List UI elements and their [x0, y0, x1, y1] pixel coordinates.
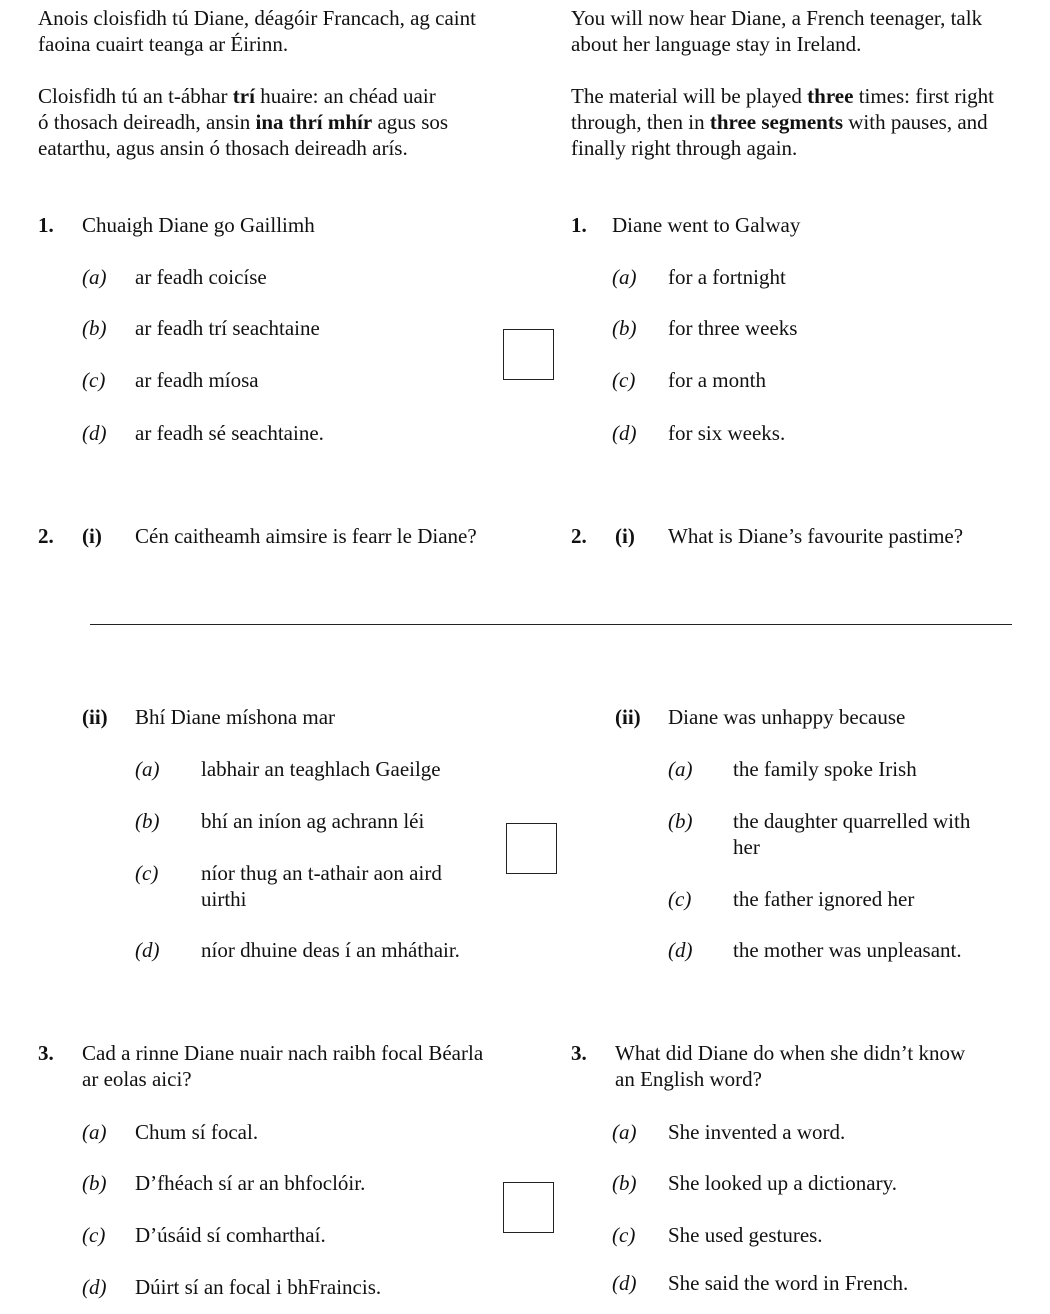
q2-option-a-irish: labhair an teaghlach Gaeilge — [201, 757, 441, 781]
intro-irish-paragraph-2: Cloisfidh tú an t-ábhar trí huaire: an chéad uair ó thosach deireadh, ansin ina thrí mhír agus sos eatarthu, agus ansin ó thosach deireadh arís. — [38, 84, 449, 160]
q2-option-c-english: the father ignored her — [733, 887, 915, 911]
q2-option-b-english: the daughter quarrelled with her — [733, 809, 971, 859]
q1-option-b-english: for three weeks — [668, 316, 798, 340]
q1-option-d-label: (d) — [82, 421, 107, 445]
q3-number: 3. — [38, 1041, 54, 1065]
q2-option-a-label-english: (a) — [668, 757, 693, 781]
q3-option-d-label-english: (d) — [612, 1271, 637, 1295]
q3-option-c-irish: D’úsáid sí comharthaí. — [135, 1223, 326, 1247]
q3-option-a-irish: Chum sí focal. — [135, 1120, 259, 1144]
q1-option-c-irish: ar feadh míosa — [135, 368, 259, 392]
q2-ii-label: (ii) — [82, 705, 108, 729]
intro-english-paragraph-2: The material will be played three times: first right through, then in three segments with pauses, and finally right through again. — [571, 84, 995, 160]
q2-option-b-label-english: (b) — [668, 809, 693, 833]
q3-answer-box[interactable] — [503, 1182, 554, 1233]
q2-option-c-label-english: (c) — [668, 887, 692, 911]
q1-option-b-irish: ar feadh trí seachtaine — [135, 316, 320, 340]
q2-ii-answer-box[interactable] — [506, 823, 557, 874]
q2-option-d-irish: níor dhuine deas í an mháthair. — [201, 938, 460, 962]
q2-answer-line[interactable] — [90, 624, 1012, 625]
q3-option-b-irish: D’fhéach sí ar an bhfoclóir. — [135, 1171, 366, 1195]
q3-option-a-label-english: (a) — [612, 1120, 637, 1144]
q1-option-c-english: for a month — [668, 368, 766, 392]
q2-i-irish: Cén caitheamh aimsire is fearr le Diane? — [135, 524, 477, 548]
q1-number-english: 1. — [571, 213, 587, 237]
q1-option-b-label-english: (b) — [612, 316, 637, 340]
q2-ii-irish: Bhí Diane míshona mar — [135, 705, 336, 729]
q3-option-b-label-english: (b) — [612, 1171, 637, 1195]
q1-option-c-label-english: (c) — [612, 368, 636, 392]
q3-option-d-irish: Dúirt sí an focal i bhFraincis. — [135, 1275, 382, 1299]
q1-irish-stem: Chuaigh Diane go Gaillimh — [82, 213, 315, 237]
q2-option-b-irish: bhí an iníon ag achrann léi — [201, 809, 425, 833]
q2-option-d-label-english: (d) — [668, 938, 693, 962]
q3-english-stem: What did Diane do when she didn’t know an English word? — [615, 1041, 966, 1091]
q2-ii-english: Diane was unhappy because — [668, 705, 906, 729]
q3-option-b-label: (b) — [82, 1171, 107, 1195]
q2-option-b-label: (b) — [135, 809, 160, 833]
q2-number: 2. — [38, 524, 54, 548]
q3-option-c-label-english: (c) — [612, 1223, 636, 1247]
intro-irish-paragraph-1: Anois cloisfidh tú Diane, déagóir Francach, ag caint faoina cuairt teanga ar Éirinn. — [38, 6, 476, 56]
q3-option-b-english: She looked up a dictionary. — [668, 1171, 898, 1195]
intro-english-paragraph-1: You will now hear Diane, a French teenager, talk about her language stay in Ireland. — [571, 6, 983, 56]
q2-ii-label-english: (ii) — [615, 705, 641, 729]
q3-number-english: 3. — [571, 1041, 587, 1065]
q1-option-a-label: (a) — [82, 265, 107, 289]
q3-option-c-english: She used gestures. — [668, 1223, 823, 1247]
q1-option-a-english: for a fortnight — [668, 265, 786, 289]
q3-option-d-label: (d) — [82, 1275, 107, 1299]
q3-option-c-label: (c) — [82, 1223, 106, 1247]
q2-option-d-english: the mother was unpleasant. — [733, 938, 962, 962]
q2-number-english: 2. — [571, 524, 587, 548]
q3-option-a-label: (a) — [82, 1120, 107, 1144]
q1-option-a-irish: ar feadh coicíse — [135, 265, 267, 289]
q1-option-d-irish: ar feadh sé seachtaine. — [135, 421, 324, 445]
q2-option-c-irish: níor thug an t-athair aon aird uirthi — [201, 861, 442, 911]
q1-option-d-english: for six weeks. — [668, 421, 786, 445]
q3-irish-stem: Cad a rinne Diane nuair nach raibh focal Béarla ar eolas aici? — [82, 1041, 484, 1091]
q1-option-c-label: (c) — [82, 368, 106, 392]
q1-option-a-label-english: (a) — [612, 265, 637, 289]
q2-option-a-label: (a) — [135, 757, 160, 781]
q2-i-english: What is Diane’s favourite pastime? — [668, 524, 964, 548]
q1-english-stem: Diane went to Galway — [612, 213, 801, 237]
q1-answer-box[interactable] — [503, 329, 554, 380]
q3-option-d-english: She said the word in French. — [668, 1271, 909, 1295]
q2-i-label: (i) — [82, 524, 102, 548]
q2-i-label-english: (i) — [615, 524, 635, 548]
q3-option-a-english: She invented a word. — [668, 1120, 846, 1144]
q2-option-a-english: the family spoke Irish — [733, 757, 917, 781]
q1-option-d-label-english: (d) — [612, 421, 637, 445]
q2-option-c-label: (c) — [135, 861, 159, 885]
q1-number: 1. — [38, 213, 54, 237]
q2-option-d-label: (d) — [135, 938, 160, 962]
q1-option-b-label: (b) — [82, 316, 107, 340]
